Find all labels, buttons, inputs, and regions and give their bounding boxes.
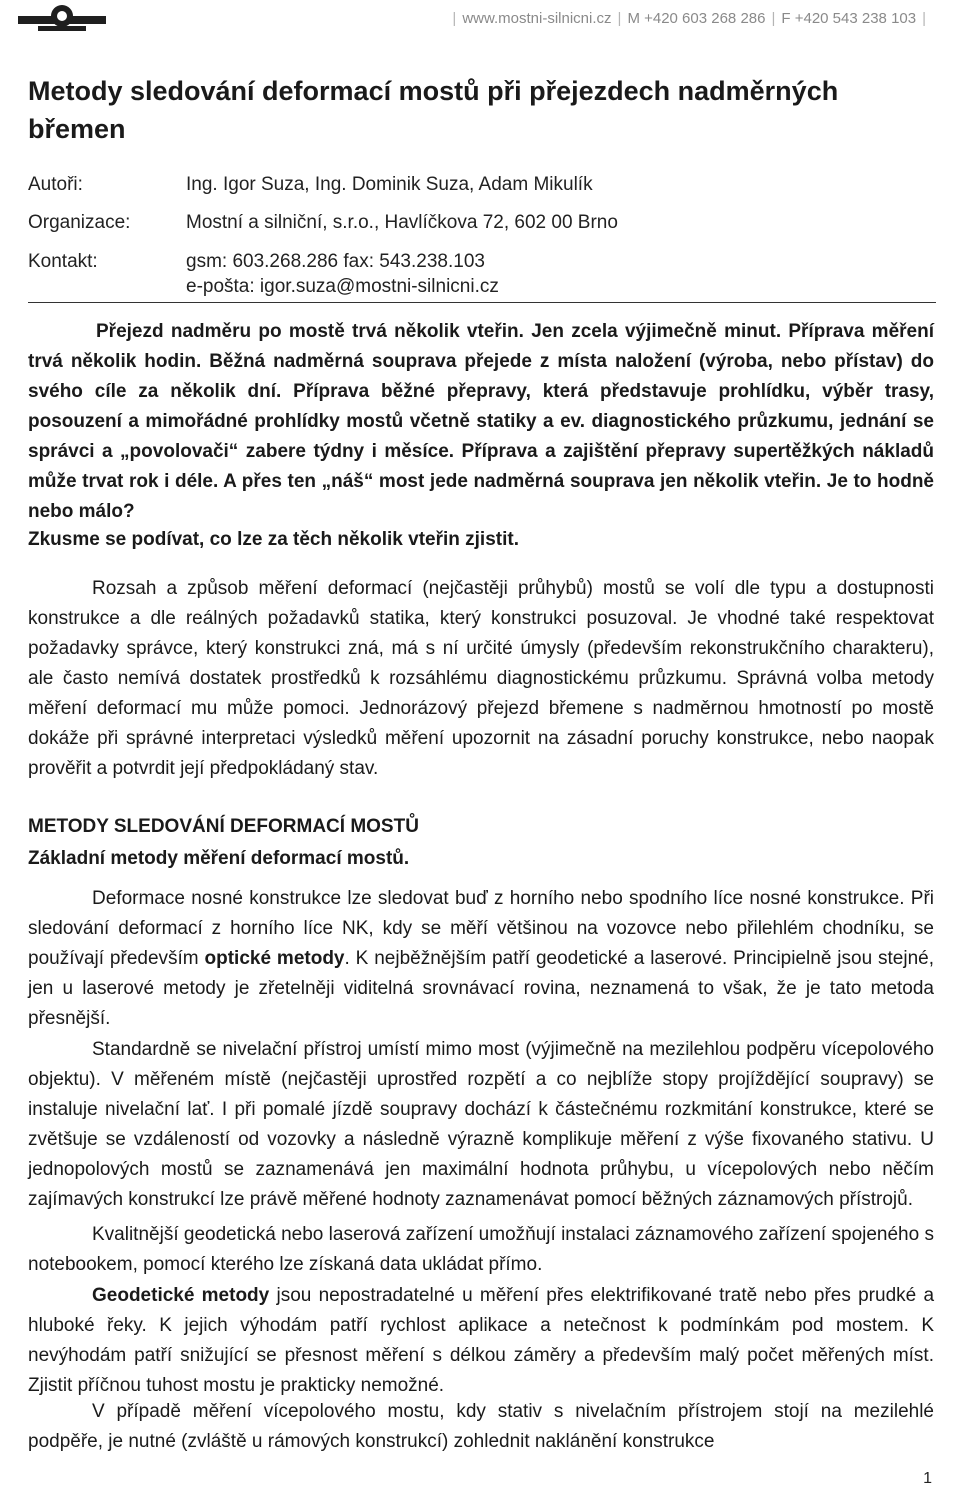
- intro-paragraph: Rozsah a způsob měření deformací (nejčastěji průhybů) mostů se volí dle typu a dostupnosti konstrukce a dle reálných požadavků statika, který konstrukci posuzoval. Je vhodné také respektovat požadavky správce, který konstrukci zná, má s ní určité úmysly (především rekonstrukčního charakteru), ale často nemívá dostatek prostředků k rozsáhlému diagnostickému průzkumu. Správná volba metody měření deformací mu může pomoci. Jednorázový přejezd břemene s nadměrnou hmotností po mostě dokáže při správné interpretaci výsledků měření upozornit na zásadní poruchy konstrukce, nebo naopak prověřit a potvrdit její předpokládaný stav.: [28, 578, 934, 779]
- abstract-paragraph: Přejezd nadměru po mostě trvá několik vteřin. Jen zcela výjimečně minut. Příprava měření trvá několik hodin. Běžná nadměrná souprava přejede z místa naložení (výroba, nebo přístav) do svého cíle za několik dní. Příprava běžné přepravy, která představuje prohlídku, výběr trasy, posouzení a mimořádné prohlídky mostů včetně statiky a ev. diagnostického průzkumu, jednání se správci a „povolovači“ zabere týdny i měsíce. Příprava a zajištění přepravy supertěžkých nákladů může trvat rok i déle. A přes ten „náš“ most jede nadměrná souprava jen několik vteřin. Je to hodně nebo málo?: [28, 321, 934, 522]
- page-title: Metody sledování deformací mostů při přejezdech nadměrných břemen: [28, 76, 839, 144]
- page-number: 1: [923, 1470, 932, 1487]
- mobile-number: M +420 603 268 286: [627, 10, 766, 27]
- optical-methods-term: optické metody: [204, 948, 345, 969]
- contact-phone: gsm: 603.268.286 fax: 543.238.103: [186, 251, 485, 272]
- geodetic-methods-term: Geodetické metody: [92, 1285, 270, 1306]
- contact-label: Kontakt:: [28, 251, 98, 272]
- header-divider: [28, 302, 936, 303]
- organization-label: Organizace:: [28, 212, 131, 233]
- website-link[interactable]: www.mostni-silnicni.cz: [462, 10, 612, 27]
- company-logo-icon: [18, 4, 106, 32]
- methods-paragraph-3: Kvalitnější geodetická nebo laserová zařízení umožňují instalaci záznamového zařízení spojeného s notebookem, pomocí kterého lze získaná data ukládat přímo.: [28, 1224, 934, 1275]
- abstract-question: Zkusme se podívat, co lze za těch několik vteřin zjistit.: [28, 529, 519, 550]
- methods-paragraph-4: Geodetické metody jsou nepostradatelné u měření přes elektrifikované tratě nebo přes prudké a hluboké řeky. K jejich výhodám patří rychlost aplikace a netečnost k podmínkám pod mostem. K nevýhodám patří snižující se přesnost měření s délkou záměry a především malý počet měřených míst. Zjistit příčnou tuhost mostu je prakticky nemožné.: [28, 1285, 935, 1396]
- authors-label: Autoři:: [28, 174, 83, 195]
- authors-value: Ing. Igor Suza, Ing. Dominik Suza, Adam Mikulík: [186, 174, 593, 195]
- section-subheading: Základní metody měření deformací mostů.: [28, 848, 410, 869]
- methods-paragraph-2: Standardně se nivelační přístroj umístí mimo most (výjimečně na mezilehlou podpěru vícepolového objektu). V měřeném místě (nejčastěji uprostřed rozpětí a co nejblíže stopy projíždějící soupravy) se instaluje nivelační lať. I při pomalé jízdě soupravy dochází k částečnému rozkmitání konstrukce, které se zvětšuje se vzdáleností od vozovky a následně výrazně komplikuje měření z výše fixovaného stativu. U jednopolových mostů se zaznamenává jen maximální hodnota průhybu, u vícepolových nebo něčím zajímavých konstrukcí lze právě měřené hodnoty zaznamenávat pomocí běžných záznamových přístrojů.: [28, 1039, 934, 1210]
- section-heading: METODY SLEDOVÁNÍ DEFORMACÍ MOSTŮ: [28, 816, 419, 837]
- contact-email[interactable]: e-pošta: igor.suza@mostni-silnicni.cz: [186, 276, 499, 297]
- header-contact-bar: | www.mostni-silnicni.cz | M +420 603 268 286 | F +420 543 238 103 |: [452, 10, 926, 27]
- methods-paragraph-1: Deformace nosné konstrukce lze sledovat buď z horního nebo spodního líce nosné konstrukce. Při sledování deformací z horního líce NK, kdy se měří většinou na vozovce nebo přilehlém chodníku, se používají především optické metody. K nejběžnějším patří geodetické a laserové. Principielně jsou stejné, jen u laserové metody je zřetelněji viditelná srovnávací rovina, neznamená to však, že je tato metoda přesnější.: [28, 888, 934, 1029]
- organization-value: Mostní a silniční, s.r.o., Havlíčkova 72, 602 00 Brno: [186, 212, 618, 233]
- fax-number: F +420 543 238 103: [781, 10, 917, 27]
- methods-paragraph-5: V případě měření vícepolového mostu, kdy stativ s nivelačním přístrojem stojí na mezilehlé podpěře, je nutné (zvláště u rámových konstrukcí) zohlednit naklánění konstrukce: [28, 1401, 934, 1452]
